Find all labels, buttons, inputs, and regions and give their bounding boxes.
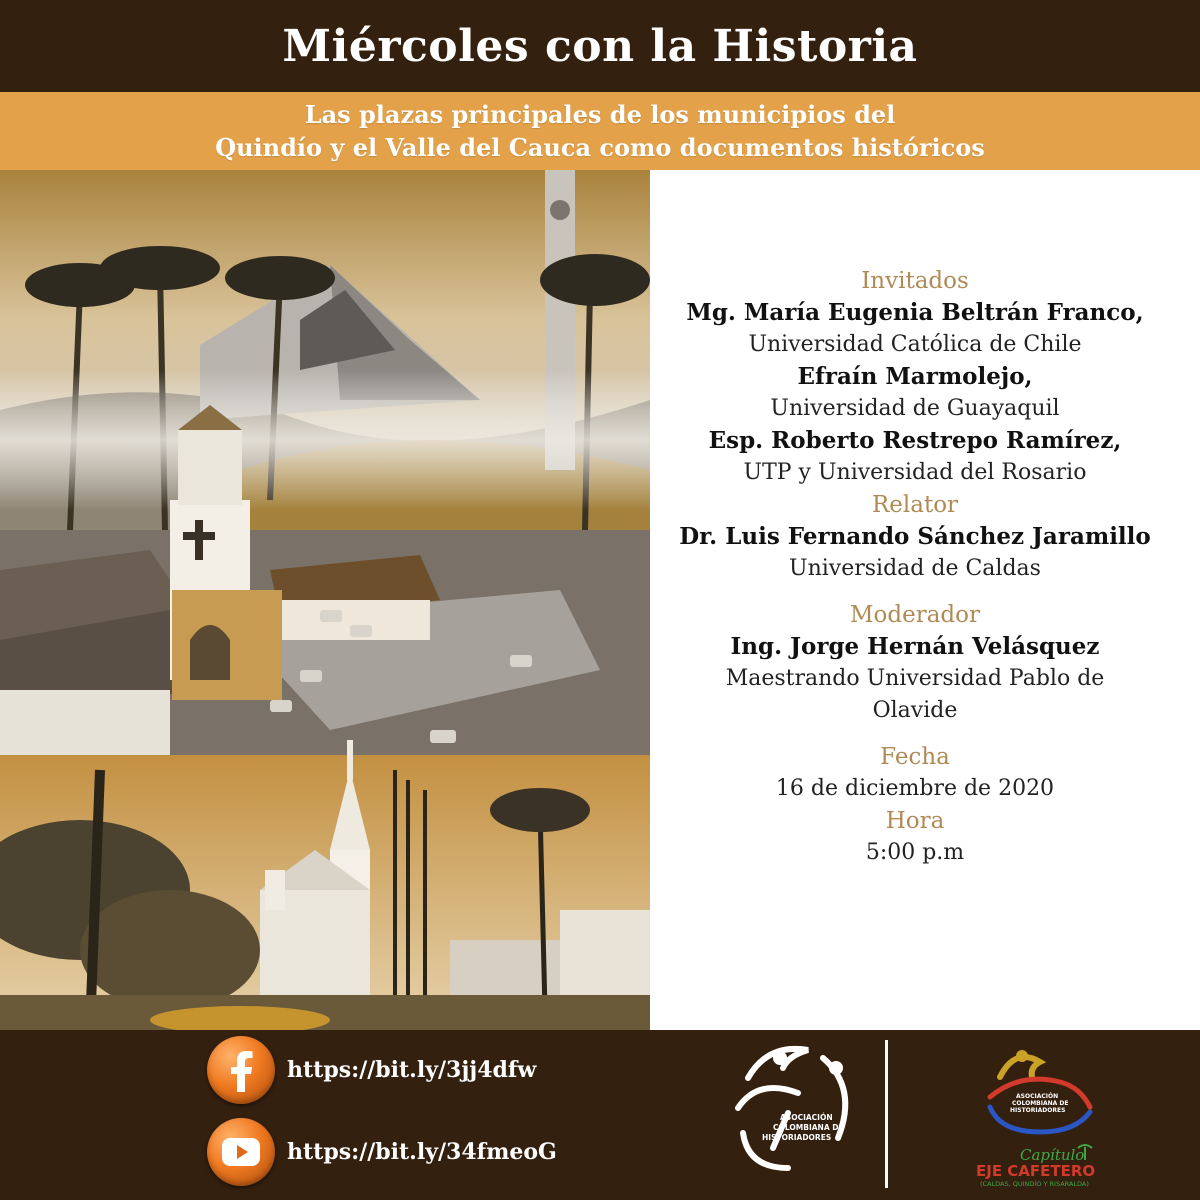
moderador-affiliation-line-1: Maestrando Universidad Pablo de — [725, 666, 1105, 691]
facebook-icon[interactable] — [207, 1036, 275, 1104]
logo2-top-1: ASOCIACIÓN — [1016, 1093, 1059, 1100]
invitados-label: Invitados — [861, 268, 969, 294]
subtitle-band — [0, 92, 1200, 170]
hora-value: 5:00 p.m — [865, 840, 965, 865]
page-title: Miércoles con la Historia — [282, 20, 918, 72]
guest-name-3: Esp. Roberto Restrepo Ramírez, — [708, 427, 1122, 454]
moderador-name: Ing. Jorge Hernán Velásquez — [730, 633, 1100, 660]
youtube-link-row[interactable] — [207, 1118, 557, 1186]
fecha-label: Fecha — [880, 744, 950, 770]
logo1-line-3: HISTORIADORES — [762, 1133, 832, 1142]
logo-divider — [885, 1040, 888, 1188]
guest-affiliation-3: UTP y Universidad del Rosario — [743, 460, 1087, 485]
logo1-line-1: ASOCIACIÓN — [780, 1113, 833, 1122]
guest-affiliation-1: Universidad Católica de Chile — [748, 332, 1082, 357]
guest-name-1: Mg. María Eugenia Beltrán Franco, — [686, 299, 1144, 326]
youtube-url[interactable]: https://bit.ly/34fmeoG — [287, 1139, 557, 1165]
logo2-top-2: COLOMBIANA DE — [1012, 1100, 1069, 1107]
relator-affiliation: Universidad de Caldas — [789, 556, 1041, 581]
asociacion-historiadores-logo — [728, 1038, 868, 1188]
guest-name-2: Efraín Marmolejo, — [797, 363, 1033, 390]
event-info-panel — [650, 170, 1200, 1030]
subtitle-line-2: Quindío y el Valle del Cauca como documentos históricos — [215, 133, 985, 162]
logo2-script: Capítulo — [1020, 1146, 1085, 1164]
moderador-label: Moderador — [849, 602, 980, 628]
guest-affiliation-2: Universidad de Guayaquil — [770, 396, 1060, 421]
header-bar — [0, 0, 1200, 92]
collage-illustration — [0, 170, 650, 1030]
relator-label: Relator — [871, 492, 959, 518]
logo2-main: EJE CAFETERO — [976, 1162, 1096, 1180]
facebook-link-row[interactable] — [207, 1036, 536, 1104]
footer-bar — [0, 1030, 1200, 1200]
relator-name: Dr. Luis Fernando Sánchez Jaramillo — [679, 523, 1151, 550]
logo2-top-3: HISTORIADORES — [1010, 1107, 1066, 1114]
subtitle-line-1: Las plazas principales de los municipios del — [304, 100, 896, 129]
moderador-affiliation-line-2: Olavide — [872, 698, 958, 723]
facebook-url[interactable]: https://bit.ly/3jj4dfw — [287, 1057, 537, 1083]
logo2-sub: (CALDAS, QUINDÍO Y RISARALDA) — [980, 1180, 1089, 1188]
town-square-photo-collage — [0, 170, 650, 1030]
capitulo-eje-cafetero-logo — [960, 1042, 1120, 1192]
youtube-icon[interactable] — [207, 1118, 275, 1186]
event-details — [650, 265, 1180, 869]
hora-label: Hora — [885, 808, 945, 834]
logo1-line-2: COLOMBIANA DE — [773, 1123, 844, 1132]
fecha-value: 16 de diciembre de 2020 — [775, 776, 1055, 801]
